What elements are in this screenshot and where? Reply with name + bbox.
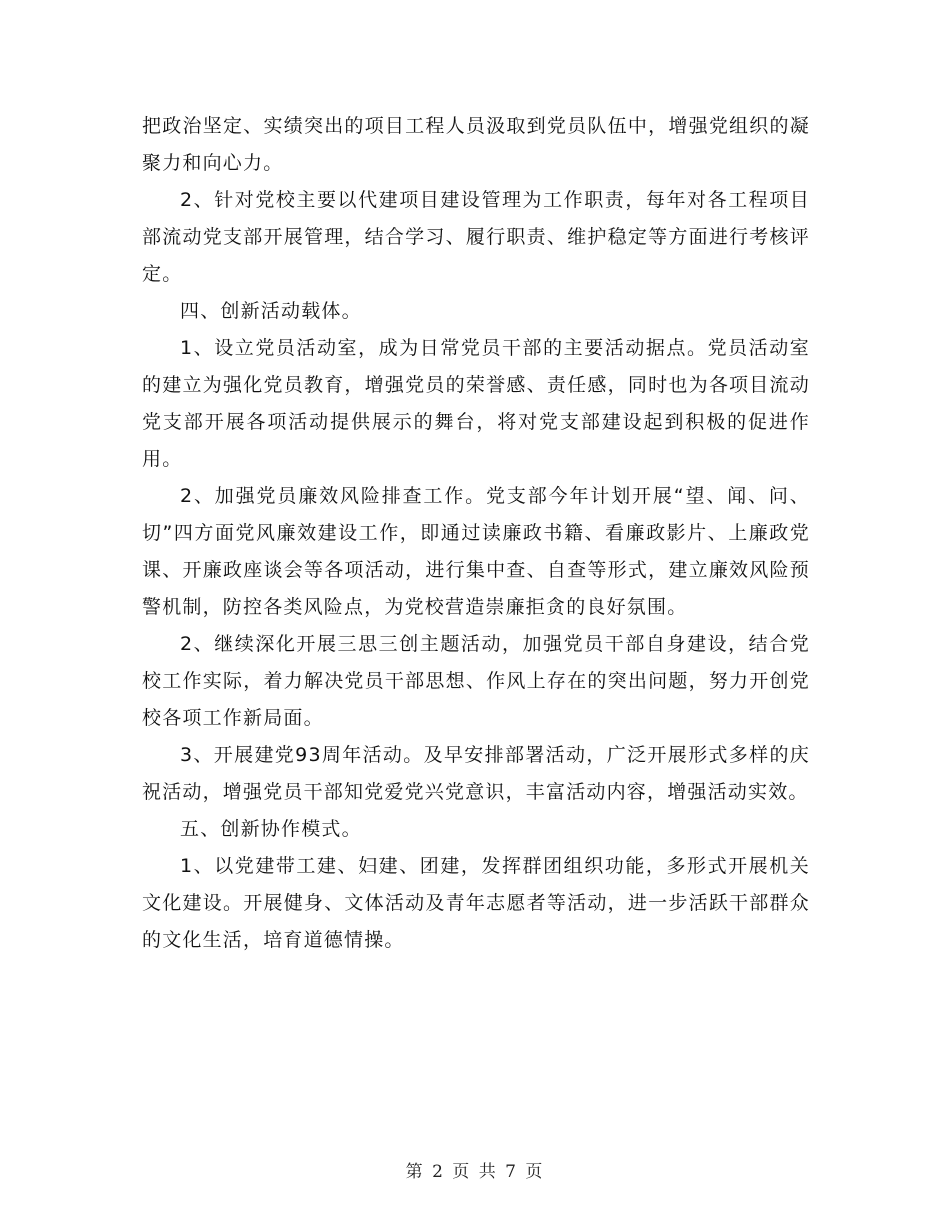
paragraph-7: 1、以党建带工建、妇建、团建，发挥群团组织功能，多形式开展机关文化建设。开展健身、文体活动及青年志愿者等活动，进一步活跃干部群众的文化生活，培育道德情操。 xyxy=(142,855,810,951)
page-number-footer: 第 2 页 共 7 页 xyxy=(405,1162,545,1182)
paragraph-4: 2、加强党员廉效风险排查工作。党支部今年计划开展“望、闻、问、切”四方面党风廉效建设工作，即通过读廉政书籍、看廉政影片、上廉政党课、开廉政座谈会等各项活动，进行集中查、自查等形式，建立廉效风险预警机制，防控各类风险点，为党校营造崇廉拒贪的良好氛围。 xyxy=(142,485,810,618)
paragraph-6: 3、开展建党93周年活动。及早安排部署活动，广泛开展形式多样的庆祝活动，增强党员干部知党爱党兴党意识，丰富活动内容，增强活动实效。 xyxy=(142,744,810,803)
paragraph-3: 1、设立党员活动室，成为日常党员干部的主要活动据点。党员活动室的建立为强化党员教育，增强党员的荣誉感、责任感，同时也为各项目流动党支部开展各项活动提供展示的舞台，将对党支部建设起到积极的促进作用。 xyxy=(142,337,810,470)
paragraph-2: 2、针对党校主要以代建项目建设管理为工作职责，每年对各工程项目部流动党支部开展管理，结合学习、履行职责、维护稳定等方面进行考核评定。 xyxy=(142,189,810,285)
paragraph-5: 2、继续深化开展三思三创主题活动，加强党员干部自身建设，结合党校工作实际，着力解决党员干部思想、作风上存在的突出问题，努力开创党校各项工作新局面。 xyxy=(142,633,810,729)
section-heading-4: 四、创新活动载体。 xyxy=(180,300,362,322)
paragraph-1: 把政治坚定、实绩突出的项目工程人员汲取到党员队伍中，增强党组织的凝聚力和向心力。 xyxy=(142,115,810,174)
section-heading-5: 五、创新协作模式。 xyxy=(180,818,362,840)
document-body xyxy=(142,108,810,959)
